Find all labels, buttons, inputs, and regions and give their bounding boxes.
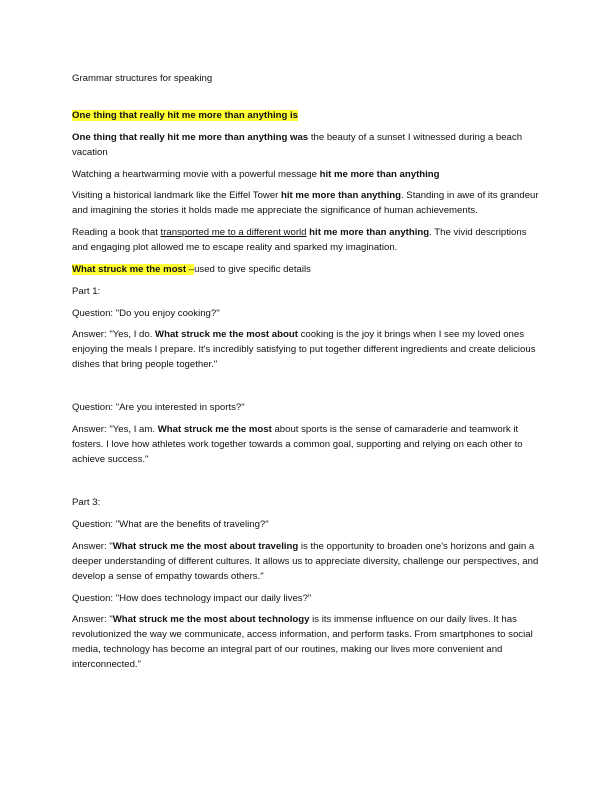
text: . Standing in awe of its grandeur and imagining the stories it holds made me appreciate the significance of human achievements.	[72, 190, 539, 217]
question: Question: "How does technology impact our daily lives?"	[72, 592, 312, 604]
bold-phrase: What struck me the most about	[155, 329, 298, 341]
paragraph	[72, 188, 542, 218]
bold-phrase: hit me more than anything	[319, 168, 440, 180]
text: Watching a heartwarming movie with a powerful message	[72, 168, 320, 180]
text: about sports is the sense of camaraderie and teamwork it fosters. I love how athletes work together towards a common goal, supporting and relying on each other to achieve success."	[72, 424, 523, 466]
text: Reading a book that	[72, 227, 161, 239]
question: Question: "What are the benefits of traveling?"	[72, 518, 269, 530]
document-body	[72, 71, 542, 679]
text: is its immense influence on our daily lives. It has revolutionized the way we communicate, access information, and perform tasks. From smartphones to social media, technology has become an integral part of our routines, making our lives more convenient and interconnected."	[72, 614, 533, 671]
bold-phrase: What struck me the most	[157, 424, 272, 436]
bold-phrase: What struck me the most about technology	[112, 614, 310, 626]
highlighted-heading: One thing that really hit me more than anything is	[72, 110, 299, 121]
answer	[72, 612, 542, 672]
text: the beauty of a sunset I witnessed during a beach vacation	[72, 131, 523, 158]
paragraph	[72, 225, 542, 255]
text: Answer: "Yes, I am.	[72, 424, 158, 436]
highlighted-heading: What struck me the most	[72, 263, 189, 275]
text: cooking is the joy it brings when I see my loved ones enjoying the meals I prepare. It's incredibly satisfying to put together different ingredients and create delicious dishes that bring people together."	[72, 329, 536, 371]
part3-label: Part 3:	[72, 497, 101, 509]
text: Answer: "	[72, 614, 113, 626]
text: Answer: "Yes, I do.	[72, 329, 156, 341]
heading-dash: –	[188, 263, 195, 275]
paragraph	[72, 130, 542, 160]
text: is the opportunity to broaden one's horizons and gain a deeper understanding of different cultures. It allows us to appreciate diversity, challenge our perspectives, and develop a sense of empathy towards others."	[72, 540, 539, 582]
bold-phrase: One thing that really hit me more than anything was	[72, 131, 309, 143]
section1-heading	[72, 108, 542, 123]
underlined-phrase: transported me to a different world	[160, 227, 307, 239]
document-title: Grammar structures for speaking	[72, 73, 213, 84]
part1-label: Part 1:	[72, 285, 101, 297]
bold-phrase: hit me more than anything	[281, 190, 401, 202]
question: Question: "Are you interested in sports?"	[72, 402, 245, 414]
question: Question: "Do you enjoy cooking?"	[72, 307, 220, 319]
answer	[72, 327, 542, 372]
answer	[72, 422, 542, 467]
answer	[72, 539, 542, 584]
text: Answer: "	[72, 540, 113, 552]
section2-heading	[72, 262, 542, 277]
bold-phrase: hit me more than anything	[309, 227, 430, 239]
paragraph	[72, 167, 542, 182]
text: Visiting a historical landmark like the Eiffel Tower	[72, 190, 282, 202]
text: . The vivid descriptions and engaging plot allowed me to escape reality and sparked my imagination.	[72, 227, 527, 254]
heading-rest: used to give specific details	[194, 263, 311, 275]
bold-phrase: What struck me the most about traveling	[112, 540, 299, 552]
